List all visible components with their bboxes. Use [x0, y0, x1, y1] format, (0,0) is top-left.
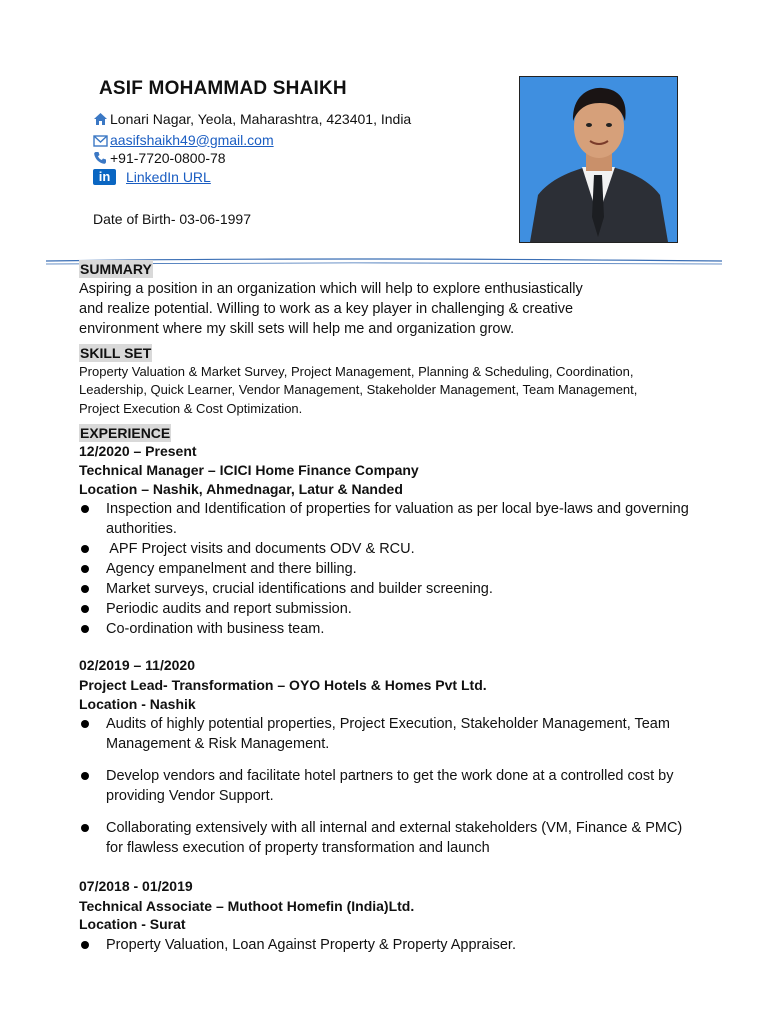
- summary-line: and realize potential. Willing to work as a key player in challenging & creative: [79, 301, 574, 317]
- list-item: APF Project visits and documents ODV & RCU.: [79, 539, 699, 559]
- bullet-icon: [81, 941, 89, 949]
- address-text: Lonari Nagar, Yeola, Maharashtra, 423401, India: [110, 111, 412, 127]
- linkedin-link[interactable]: LinkedIn URL: [126, 169, 211, 185]
- skill-line: Leadership, Quick Learner, Vendor Management, Stakeholder Management, Team Management,: [79, 382, 638, 398]
- list-item: Audits of highly potential properties, Project Execution, Stakeholder Management, Team Management & Risk Management.: [79, 714, 699, 754]
- list-item: Inspection and Identification of properties for valuation as per local bye-laws and governing authorities.: [79, 499, 699, 539]
- list-item: Property Valuation, Loan Against Property & Property Appraiser.: [79, 935, 699, 955]
- skillset-heading: SKILL SET: [80, 345, 152, 361]
- bullet-icon: [81, 625, 89, 633]
- bullet-icon: [81, 605, 89, 613]
- job-location: Location – Nashik, Ahmednagar, Latur & Nanded: [79, 481, 403, 497]
- list-item: Periodic audits and report submission.: [79, 599, 699, 619]
- job-location: Location - Surat: [79, 916, 186, 932]
- phone-line: [93, 150, 226, 166]
- job-title: Project Lead- Transformation – OYO Hotels & Homes Pvt Ltd.: [79, 677, 487, 693]
- job-location: Location - Nashik: [79, 696, 196, 712]
- job-title: Technical Associate – Muthoot Homefin (India)Ltd.: [79, 898, 415, 914]
- job-period: 02/2019 – 11/2020: [79, 657, 196, 673]
- skillset-text: [79, 363, 719, 418]
- bullet-icon: [81, 505, 89, 513]
- profile-photo: [519, 76, 678, 243]
- email-line: [93, 131, 274, 148]
- address-line: [93, 111, 411, 127]
- date-of-birth: Date of Birth- 03-06-1997: [93, 211, 251, 227]
- list-item: Market surveys, crucial identifications and builder screening.: [79, 579, 699, 599]
- bullet-icon: [81, 772, 89, 780]
- job-bullets: [79, 714, 699, 858]
- job-period: 12/2020 – Present: [79, 443, 197, 459]
- summary-line: environment where my skill sets will help me and organization grow.: [79, 321, 515, 337]
- email-icon: [93, 134, 108, 148]
- job-bullets: [79, 499, 699, 639]
- linkedin-icon[interactable]: in: [93, 169, 116, 185]
- summary-line: Aspiring a position in an organization which will help to explore enthusiastically: [79, 281, 583, 297]
- skill-line: Project Execution & Cost Optimization.: [79, 400, 303, 416]
- job-bullets: [79, 935, 699, 955]
- summary-heading: SUMMARY: [80, 261, 152, 277]
- skill-line: Property Valuation & Market Survey, Project Management, Planning & Scheduling, Coordination,: [79, 364, 634, 379]
- bullet-icon: [81, 545, 89, 553]
- list-item: Develop vendors and facilitate hotel partners to get the work done at a controlled cost by providing Vendor Support.: [79, 766, 699, 806]
- summary-text: [79, 279, 699, 339]
- list-item: Co-ordination with business team.: [79, 619, 699, 639]
- job-title: Technical Manager – ICICI Home Finance Company: [79, 462, 419, 478]
- candidate-name: ASIF MOHAMMAD SHAIKH: [99, 78, 347, 99]
- bullet-icon: [81, 720, 89, 728]
- list-item: Collaborating extensively with all internal and external stakeholders (VM, Finance & PMC) for flawless execution of property transformation and launch: [79, 818, 699, 858]
- bullet-icon: [81, 585, 89, 593]
- phone-icon: [93, 151, 108, 165]
- job-period: 07/2018 - 01/2019: [79, 878, 193, 894]
- linkedin-line: [93, 169, 211, 185]
- home-icon: [93, 112, 108, 126]
- email-link[interactable]: aasifshaikh49@gmail.com: [110, 131, 274, 148]
- bullet-icon: [81, 565, 89, 573]
- experience-heading: EXPERIENCE: [80, 425, 171, 441]
- phone-text: +91-7720-0800-78: [110, 150, 226, 166]
- bullet-icon: [81, 824, 89, 832]
- list-item: Agency empanelment and there billing.: [79, 559, 699, 579]
